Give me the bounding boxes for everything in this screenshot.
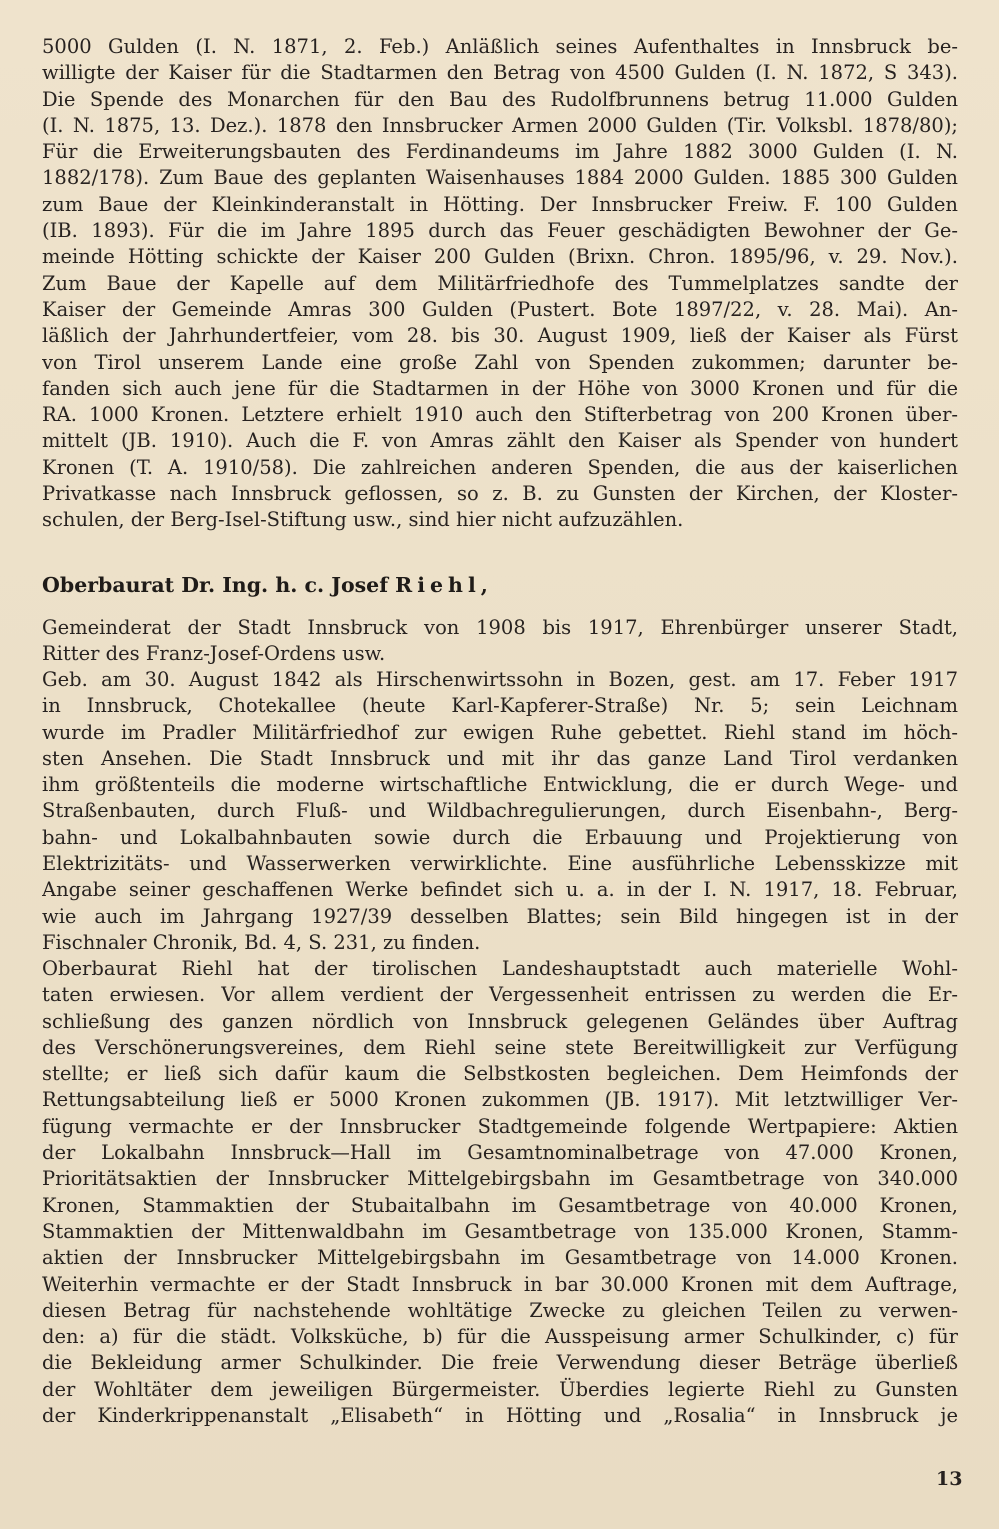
paragraph-donations <box>42 34 958 534</box>
text-line: taten erwiesen. Vor allem verdient der Vergessenheit entrissen zu werden die Er- <box>42 983 958 1007</box>
text-line: mittelt (JB. 1910). Auch die F. von Amras zählt den Kaiser als Spender von hundert <box>42 429 958 453</box>
text-line: 1882/178). Zum Baue des geplanten Waisenhauses 1884 2000 Gulden. 1885 300 Gulden <box>42 166 958 190</box>
text-line: bahn- und Lokalbahnbauten sowie durch die Erbauung und Projektierung von <box>42 825 958 849</box>
text-line: Privatkasse nach Innsbruck geflossen, so z. B. zu Gunsten der Kirchen, der Kloster- <box>42 482 958 506</box>
text-line: Elektrizitäts- und Wasserwerken verwirklichte. Eine ausführliche Lebensskizze mit <box>42 852 958 876</box>
text-line: 5000 Gulden (I. N. 1871, 2. Feb.) Anläßlich seines Aufenthaltes in Innsbruck be- <box>42 35 958 58</box>
text-line: diesen Betrag für nachstehende wohltätige Zwecke zu gleichen Teilen zu verwen- <box>42 1298 958 1322</box>
text-line: Ritter des Franz-Josef-Ordens usw. <box>42 642 386 666</box>
text-line: schließung des ganzen nördlich von Innsbruck gelegenen Geländes über Auftrag <box>42 1009 958 1033</box>
text-line: Stammaktien der Mittenwaldbahn im Gesamtbetrage von 135.000 Kronen, Stamm- <box>42 1219 958 1243</box>
text-line: Prioritätsaktien der Innsbrucker Mittelgebirgsbahn im Gesamtbetrage von 340.000 <box>42 1167 958 1191</box>
text-line: Rettungsabteilung ließ er 5000 Kronen zukommen (JB. 1917). Mit letztwilliger Ver- <box>42 1088 958 1112</box>
paragraph-titles <box>42 615 958 668</box>
text-line: Weiterhin vermachte er der Stadt Innsbruck in bar 30.000 Kronen mit dem Auftrage, <box>42 1272 958 1296</box>
text-line: Gemeinderat der Stadt Innsbruck von 1908 bis 1917, Ehrenbürger unserer Stadt, <box>42 616 958 639</box>
text-line: die Bekleidung armer Schulkinder. Die freie Verwendung dieser Beträge überließ <box>42 1351 958 1375</box>
page-number: 13 <box>936 1468 963 1490</box>
heading-surname: Riehl <box>395 573 481 597</box>
text-line: Kronen, Stammaktien der Stubaitalbahn im Gesamtbetrage von 40.000 Kronen, <box>42 1193 958 1217</box>
text-line: willigte der Kaiser für die Stadtarmen den Betrag von 4500 Gulden (I. N. 1872, S 343). <box>42 61 958 85</box>
section-heading <box>42 573 488 597</box>
text-line: Kaiser der Gemeinde Amras 300 Gulden (Pustert. Bote 1897/22, v. 28. Mai). An- <box>42 297 958 321</box>
text-line: Oberbaurat Riehl hat der tirolischen Landeshauptstadt auch materielle Wohl- <box>42 957 958 980</box>
text-line: Angabe seiner geschaffenen Werke befindet sich u. a. in der I. N. 1917, 18. Februar, <box>42 878 958 902</box>
text-line: meinde Hötting schickte der Kaiser 200 Gulden (Brixn. Chron. 1895/96, v. 29. Nov.). <box>42 245 958 269</box>
text-line: der Kinderkrippenanstalt „Elisabeth“ in Hötting und „Rosalia“ in Innsbruck je <box>42 1404 958 1428</box>
paragraph-bequests <box>42 956 958 1429</box>
text-line: aktien der Innsbrucker Mittelgebirgsbahn im Gesamtbetrage von 14.000 Kronen. <box>42 1246 958 1270</box>
text-line: (IB. 1893). Für die im Jahre 1895 durch das Feuer geschädigten Bewohner der Ge- <box>42 219 958 243</box>
text-line: läßlich der Jahrhundertfeier, vom 28. bis 30. August 1909, ließ der Kaiser als Fürst <box>42 324 958 348</box>
paragraph-biography <box>42 667 958 956</box>
text-line: des Verschönerungsvereines, dem Riehl seine stete Bereitwilligkeit zur Verfügung <box>42 1035 958 1059</box>
text-line: Geb. am 30. August 1842 als Hirschenwirtssohn in Bozen, gest. am 17. Feber 1917 <box>42 668 958 691</box>
text-line: schulen, der Berg-Isel-Stiftung usw., sind hier nicht aufzuzählen. <box>42 508 684 532</box>
text-line: Für die Erweiterungsbauten des Ferdinandeums im Jahre 1882 3000 Gulden (I. N. <box>42 140 958 164</box>
text-line: der Lokalbahn Innsbruck—Hall im Gesamtnominalbetrage von 47.000 Kronen, <box>42 1141 958 1165</box>
text-line: ihm größtenteils die moderne wirtschaftliche Entwicklung, die er durch Wege- und <box>42 773 958 797</box>
text-line: zum Baue der Kleinkinderanstalt in Hötting. Der Innsbrucker Freiw. F. 100 Gulden <box>42 192 958 216</box>
text-line: den: a) für die städt. Volksküche, b) für die Ausspeisung armer Schulkinder, c) für <box>42 1325 958 1349</box>
text-line: Die Spende des Monarchen für den Bau des Rudolfbrunnens betrug 11.000 Gulden <box>42 87 958 111</box>
text-line: Kronen (T. A. 1910/58). Die zahlreichen anderen Spenden, die aus der kaiserlichen <box>42 455 958 479</box>
text-line: Straßenbauten, durch Fluß- und Wildbachregulierungen, durch Eisenbahn-, Berg- <box>42 799 958 823</box>
text-line: sten Ansehen. Die Stadt Innsbruck und mit ihr das ganze Land Tirol verdanken <box>42 746 958 770</box>
text-line: wie auch im Jahrgang 1927/39 desselben Blattes; sein Bild hingegen ist in der <box>42 904 958 928</box>
text-line: wurde im Pradler Militärfriedhof zur ewigen Ruhe gebettet. Riehl stand im höch- <box>42 720 958 744</box>
text-line: der Wohltäter dem jeweiligen Bürgermeister. Überdies legierte Riehl zu Gunsten <box>42 1377 958 1401</box>
text-line: von Tirol unserem Lande eine große Zahl von Spenden zukommen; darunter be- <box>42 350 958 374</box>
text-line: fanden sich auch jene für die Stadtarmen in der Höhe von 3000 Kronen und für die <box>42 376 958 400</box>
text-line: Zum Baue der Kapelle auf dem Militärfriedhofe des Tummelplatzes sandte der <box>42 271 958 295</box>
text-line: (I. N. 1875, 13. Dez.). 1878 den Innsbrucker Armen 2000 Gulden (Tir. Volksbl. 1878/80); <box>42 113 958 137</box>
text-line: in Innsbruck, Chotekallee (heute Karl-Kapferer-Straße) Nr. 5; sein Leichnam <box>42 694 958 718</box>
text-line: stellte; er ließ sich dafür kaum die Selbstkosten begleichen. Dem Heimfonds der <box>42 1062 958 1086</box>
text-line: RA. 1000 Kronen. Letztere erhielt 1910 auch den Stifterbetrag von 200 Kronen über- <box>42 403 958 427</box>
heading-suffix: , <box>480 573 488 597</box>
text-line: fügung vermachte er der Innsbrucker Stadtgemeinde folgende Wertpapiere: Aktien <box>42 1114 958 1138</box>
heading-prefix: Oberbaurat Dr. Ing. h. c. Josef <box>42 573 396 597</box>
text-line: Fischnaler Chronik, Bd. 4, S. 231, zu finden. <box>42 930 481 954</box>
